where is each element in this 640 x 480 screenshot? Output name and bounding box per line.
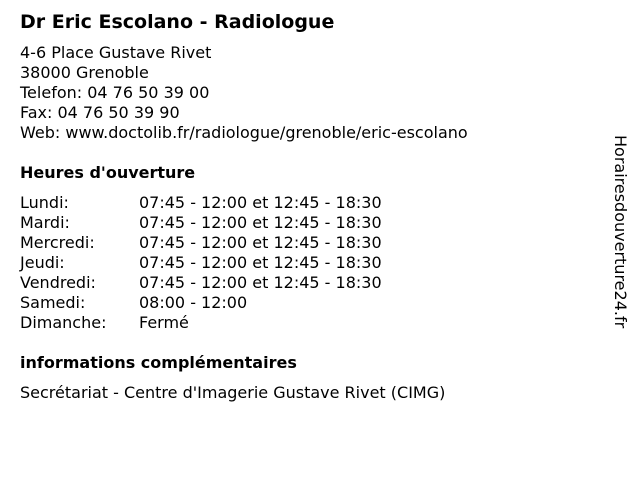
website-line: Web: www.doctolib.fr/radiologue/grenoble/eric-escolano	[20, 123, 468, 142]
hours-time: 07:45 - 12:00 et 12:45 - 18:30	[139, 273, 382, 292]
hours-time: 07:45 - 12:00 et 12:45 - 18:30	[139, 253, 382, 272]
hours-row-lundi	[20, 193, 610, 213]
hours-day: Dimanche:	[20, 313, 107, 332]
hours-time: 07:45 - 12:00 et 12:45 - 18:30	[139, 233, 382, 252]
hours-day: Jeudi:	[20, 253, 65, 272]
hours-row-mercredi	[20, 233, 610, 253]
info-title: informations complémentaires	[20, 353, 297, 372]
phone-number: Telefon: 04 76 50 39 00	[20, 83, 210, 102]
hours-time: 08:00 - 12:00	[139, 293, 248, 312]
page-title: Dr Eric Escolano - Radiologue	[20, 11, 335, 33]
hours-row-mardi	[20, 213, 610, 233]
hours-row-jeudi	[20, 253, 610, 273]
hours-time: Fermé	[139, 313, 189, 332]
hours-day: Lundi:	[20, 193, 69, 212]
street-address: 4-6 Place Gustave Rivet	[20, 43, 212, 62]
address-block	[20, 43, 610, 143]
hours-day: Samedi:	[20, 293, 86, 312]
site-watermark: Horairesdouverture24.fr	[611, 135, 630, 329]
hours-time: 07:45 - 12:00 et 12:45 - 18:30	[139, 213, 382, 232]
business-card	[20, 10, 610, 403]
hours-row-dimanche	[20, 313, 610, 333]
hours-row-samedi	[20, 293, 610, 313]
hours-day: Mercredi:	[20, 233, 95, 252]
hours-table	[20, 193, 610, 333]
hours-title: Heures d'ouverture	[20, 163, 196, 182]
hours-day: Vendredi:	[20, 273, 96, 292]
info-text: Secrétariat - Centre d'Imagerie Gustave Rivet (CIMG)	[20, 383, 446, 402]
hours-row-vendredi	[20, 273, 610, 293]
hours-time: 07:45 - 12:00 et 12:45 - 18:30	[139, 193, 382, 212]
city-address: 38000 Grenoble	[20, 63, 149, 82]
fax-number: Fax: 04 76 50 39 90	[20, 103, 180, 122]
hours-day: Mardi:	[20, 213, 70, 232]
